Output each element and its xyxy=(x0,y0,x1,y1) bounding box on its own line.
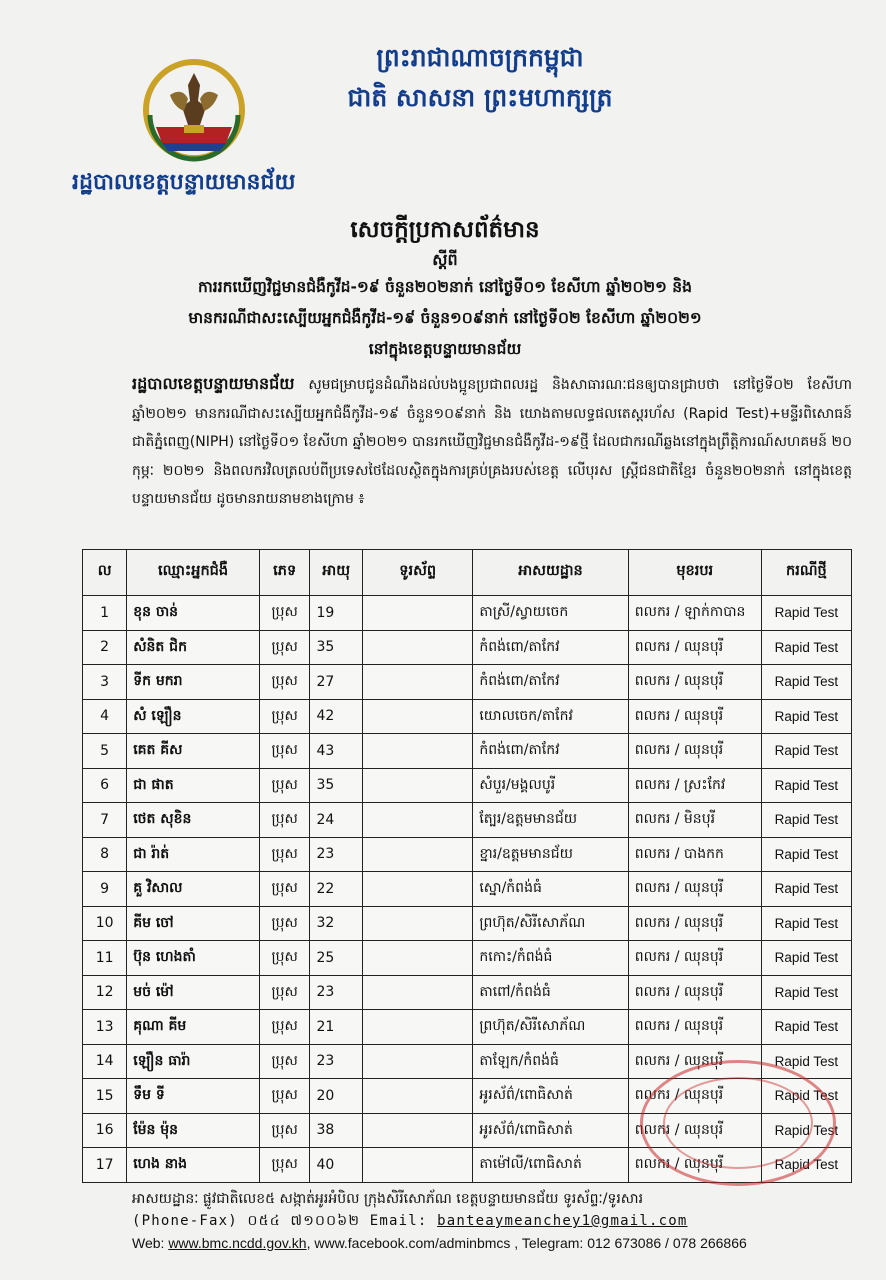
table-row xyxy=(83,941,852,976)
cell-sex: ប្រុស xyxy=(259,803,310,838)
cell-address: អូរស័ព៌/ពោធិសាត់ xyxy=(473,1079,628,1114)
cell-phone xyxy=(363,1079,473,1114)
cell-occupation: ពលករ / ឈុនបុរី xyxy=(628,630,761,665)
cell-address: កកោះ/កំពង់ធំ xyxy=(473,941,628,976)
cell-occupation: ពលករ / ឡាក់កាបាន xyxy=(628,596,761,631)
cell-address: តាស្រី/ស្វាយចេក xyxy=(473,596,628,631)
cell-address: កំពង់ពោ/តាកែវ xyxy=(473,734,628,769)
table-row xyxy=(83,734,852,769)
cell-address: កំពង់ពោ/តាកែវ xyxy=(473,630,628,665)
cell-no: 9 xyxy=(83,872,127,907)
footer-web-label: Web: xyxy=(132,1235,169,1251)
cell-name: ទីក មករា xyxy=(127,665,260,700)
cell-address: ខ្នារ/ឧត្តមមានជ័យ xyxy=(473,837,628,872)
cell-age: 19 xyxy=(310,596,363,631)
cell-phone xyxy=(363,1148,473,1183)
table-row xyxy=(83,1010,852,1045)
cell-occupation: ពលករ / ឈុនបុរី xyxy=(628,1044,761,1079)
cell-new-case: Rapid Test xyxy=(761,941,851,976)
footer-contact xyxy=(132,1210,832,1232)
cell-address: ត្បែរ/ឧត្តមមានជ័យ xyxy=(473,803,628,838)
announcement-paragraph xyxy=(132,370,852,514)
cell-occupation: ពលករ / ឈុនបុរី xyxy=(628,906,761,941)
cell-no: 13 xyxy=(83,1010,127,1045)
cell-occupation: ពលករ / ឈុនបុរី xyxy=(628,1079,761,1114)
cell-phone xyxy=(363,803,473,838)
cell-new-case: Rapid Test xyxy=(761,906,851,941)
footer-address: អាសយដ្ឋានៈ ផ្លូវជាតិលេខ៥ សង្កាត់អូរអំបិល ក្រុងសិរីសោភ័ណ ខេត្តបន្ទាយមានជ័យ ទូរស័ព្ទៈ/ទូរសារ xyxy=(132,1191,644,1207)
cell-new-case: Rapid Test xyxy=(761,734,851,769)
table-row xyxy=(83,906,852,941)
cell-new-case: Rapid Test xyxy=(761,1148,851,1183)
cell-no: 11 xyxy=(83,941,127,976)
headline-line-2: មានករណីជាសះស្បើយអ្នកជំងឺកូវីដ-១៩ ចំនួន១០៩នាក់ នៅថ្ងៃទី០២ ខែសីហា ឆ្នាំ២០២១ xyxy=(188,309,702,327)
cell-no: 1 xyxy=(83,596,127,631)
cell-name: ថេត សុខិន xyxy=(127,803,260,838)
cell-phone xyxy=(363,665,473,700)
cell-name: ខុន ចាន់ xyxy=(127,596,260,631)
cell-name: សំនិត ជិក xyxy=(127,630,260,665)
cell-sex: ប្រុស xyxy=(259,630,310,665)
cell-address: កំពង់ពោ/តាកែវ xyxy=(473,665,628,700)
cell-name: គីម ចៅ xyxy=(127,906,260,941)
cell-address: ព្រហ៊ុត/សិរីសោភ័ណ xyxy=(473,906,628,941)
cell-phone xyxy=(363,941,473,976)
header-occupation: មុខរបរ xyxy=(628,550,761,596)
cell-name: គេត គីស xyxy=(127,734,260,769)
cell-occupation: ពលករ / ឈុនបុរី xyxy=(628,872,761,907)
cell-age: 40 xyxy=(310,1148,363,1183)
footer-social: , www.facebook.com/adminbmcs , Telegram: 012 673086 / 078 266866 xyxy=(306,1235,747,1251)
cell-sex: ប្រុស xyxy=(259,1010,310,1045)
cell-sex: ប្រុស xyxy=(259,768,310,803)
cell-occupation: ពលករ / ស្រះកែវ xyxy=(628,768,761,803)
cell-no: 7 xyxy=(83,803,127,838)
cell-name: ហេង នាង xyxy=(127,1148,260,1183)
table-row xyxy=(83,630,852,665)
cell-address: តាពៅ/កំពង់ធំ xyxy=(473,975,628,1010)
cell-name: មច់ ម៉ៅ xyxy=(127,975,260,1010)
cell-phone xyxy=(363,630,473,665)
cell-no: 14 xyxy=(83,1044,127,1079)
cell-age: 25 xyxy=(310,941,363,976)
cell-phone xyxy=(363,768,473,803)
cell-no: 16 xyxy=(83,1113,127,1148)
cell-address: តាឡែក/កំពង់ធំ xyxy=(473,1044,628,1079)
cell-no: 4 xyxy=(83,699,127,734)
table-row xyxy=(83,837,852,872)
cell-new-case: Rapid Test xyxy=(761,768,851,803)
cell-sex: ប្រុស xyxy=(259,1113,310,1148)
table-row xyxy=(83,665,852,700)
cell-new-case: Rapid Test xyxy=(761,803,851,838)
headline-line-3: នៅក្នុងខេត្តបន្ទាយមានជ័យ xyxy=(368,340,522,358)
cell-age: 35 xyxy=(310,768,363,803)
provincial-emblem-icon xyxy=(140,55,248,165)
cell-age: 22 xyxy=(310,872,363,907)
cell-no: 17 xyxy=(83,1148,127,1183)
cell-occupation: ពលករ / ឈុនបុរី xyxy=(628,665,761,700)
header-address: អាសយដ្ឋាន xyxy=(473,550,628,596)
cell-name: ប៊ុន ហេងតាំ xyxy=(127,941,260,976)
header-no: ល xyxy=(83,550,127,596)
cell-name: គួ វិសាល xyxy=(127,872,260,907)
cell-name: ម៉ែន ម៉ុន xyxy=(127,1113,260,1148)
cell-no: 8 xyxy=(83,837,127,872)
cell-no: 12 xyxy=(83,975,127,1010)
cell-phone xyxy=(363,872,473,907)
cell-sex: ប្រុស xyxy=(259,975,310,1010)
cell-sex: ប្រុស xyxy=(259,872,310,907)
cell-no: 5 xyxy=(83,734,127,769)
table-row xyxy=(83,872,852,907)
table-row xyxy=(83,975,852,1010)
cell-new-case: Rapid Test xyxy=(761,1010,851,1045)
cell-address: តាម៉ៅលី/ពោធិសាត់ xyxy=(473,1148,628,1183)
cell-age: 35 xyxy=(310,630,363,665)
cell-name: ជា រ៉ាត់ xyxy=(127,837,260,872)
paragraph-lead: រដ្ឋបាលខេត្តបន្ទាយមានជ័យ xyxy=(132,374,295,393)
cell-phone xyxy=(363,699,473,734)
cell-phone xyxy=(363,906,473,941)
cell-sex: ប្រុស xyxy=(259,837,310,872)
cell-phone xyxy=(363,1010,473,1045)
footer-website-link[interactable]: www.bmc.ncdd.gov.kh xyxy=(168,1235,307,1251)
cell-age: 43 xyxy=(310,734,363,769)
cell-phone xyxy=(363,837,473,872)
cell-occupation: ពលករ / ឈុនបុរី xyxy=(628,1113,761,1148)
cell-sex: ប្រុស xyxy=(259,699,310,734)
cell-new-case: Rapid Test xyxy=(761,596,851,631)
header-sex: ភេទ xyxy=(259,550,310,596)
kingdom-title: ព្រះរាជាណាចក្រកម្ពុជា xyxy=(376,43,584,72)
cell-sex: ប្រុស xyxy=(259,596,310,631)
cell-address: ស្នោ/កំពង់ធំ xyxy=(473,872,628,907)
table-row xyxy=(83,699,852,734)
cell-age: 23 xyxy=(310,837,363,872)
cell-age: 20 xyxy=(310,1079,363,1114)
cell-sex: ប្រុស xyxy=(259,1148,310,1183)
cell-new-case: Rapid Test xyxy=(761,699,851,734)
cell-occupation: ពលករ / ឈុនបុរី xyxy=(628,699,761,734)
table-row xyxy=(83,596,852,631)
table-row xyxy=(83,803,852,838)
cell-age: 38 xyxy=(310,1113,363,1148)
cell-phone xyxy=(363,734,473,769)
cell-sex: ប្រុស xyxy=(259,1079,310,1114)
cell-sex: ប្រុស xyxy=(259,1044,310,1079)
cell-occupation: ពលករ / ឈុនបុរី xyxy=(628,1148,761,1183)
cell-phone xyxy=(363,596,473,631)
cell-new-case: Rapid Test xyxy=(761,1044,851,1079)
kingdom-header xyxy=(320,38,640,118)
cell-new-case: Rapid Test xyxy=(761,665,851,700)
cell-sex: ប្រុស xyxy=(259,734,310,769)
cell-sex: ប្រុស xyxy=(259,665,310,700)
cell-no: 3 xyxy=(83,665,127,700)
cell-phone xyxy=(363,975,473,1010)
footer-web xyxy=(132,1232,832,1254)
cell-no: 10 xyxy=(83,906,127,941)
cell-occupation: ពលករ / ឈុនបុរី xyxy=(628,1010,761,1045)
cell-age: 32 xyxy=(310,906,363,941)
cell-age: 42 xyxy=(310,699,363,734)
cell-address: យោលចេក/តាកែវ xyxy=(473,699,628,734)
header-age: អាយុ xyxy=(310,550,363,596)
official-stamp-icon xyxy=(640,1060,836,1186)
cell-new-case: Rapid Test xyxy=(761,837,851,872)
footer-phone-fax: (Phone-Fax) ០៥៤ ៧១០០៦២ Email: xyxy=(132,1213,438,1229)
cell-occupation: ពលករ / ឈុនបុរី xyxy=(628,975,761,1010)
cell-new-case: Rapid Test xyxy=(761,872,851,907)
cell-no: 6 xyxy=(83,768,127,803)
cell-occupation: ពលករ / បាងកក xyxy=(628,837,761,872)
cell-no: 15 xyxy=(83,1079,127,1114)
cell-occupation: ពលករ / ឈុនបុរី xyxy=(628,941,761,976)
headline-line-1: ការរកឃើញវិជ្ជមានជំងឺកូវីដ-១៩ ចំនួន២០២នាក់ នៅថ្ងៃទី០១ ខែសីហា ឆ្នាំ២០២១ និង xyxy=(198,278,692,296)
cell-sex: ប្រុស xyxy=(259,906,310,941)
cell-name: សំ ឡឿន xyxy=(127,699,260,734)
national-motto: ជាតិ សាសនា ព្រះមហាក្សត្រ xyxy=(347,83,613,112)
provincial-admin-name: រដ្ឋបាលខេត្តបន្ទាយមានជ័យ xyxy=(72,170,296,195)
cell-age: 21 xyxy=(310,1010,363,1045)
cell-name: គុណា គីម xyxy=(127,1010,260,1045)
cell-no: 2 xyxy=(83,630,127,665)
cell-address: ព្រហ៊ុត/សិរីសោភ័ណ xyxy=(473,1010,628,1045)
cell-occupation: ពលករ / មិនបុរី xyxy=(628,803,761,838)
header-phone: ទូរស័ព្ទ xyxy=(363,550,473,596)
document-title: សេចក្តីប្រកាសព័ត៌មាន xyxy=(350,217,540,243)
cell-new-case: Rapid Test xyxy=(761,975,851,1010)
cell-age: 27 xyxy=(310,665,363,700)
cell-sex: ប្រុស xyxy=(259,941,310,976)
footer-email-link[interactable]: banteaymeanchey1@gmail.com xyxy=(437,1213,688,1229)
paragraph-body: សូមជម្រាបជូនដំណឹងដល់បងប្អូនប្រជាពលរដ្ឋ និងសាធារណៈជនឲ្យបានជ្រាបថា នៅថ្ងៃទី០២ ខែសីហា ឆ្នាំ២០២១ មានករណីជាសះស្បើយអ្នកជំងឺកូវីដ-១៩ ចំនួន១០៩នាក់ និង យោងតាមលទ្ធផលតេស្តរហ័ស (Rapid Test)+មន្ទីរពិសោធន៍ជាតិភ្នំពេញ(NIPH) នៅថ្ងៃទី០១ ខែសីហា ឆ្នាំ២០២១ បានរកឃើញវិជ្ជមានជំងឺកូវីដ-១៩ថ្មី ដែលជាករណីឆ្លងនៅក្នុងព្រឹត្តិការណ៍សហគមន៍ ២០ កុម្ភៈ ២០២១ និងពលករវិលត្រលប់ពីប្រទេសថៃដែលស្ថិតក្នុងការគ្រប់គ្រងរបស់ខេត្ត លើបុរស ស្ត្រីជនជាតិខ្មែរ ចំនួន២០២នាក់ នៅក្នុងខេត្តបន្ទាយមានជ័យ ដូចមានរាយនាមខាងក្រោម ៖ xyxy=(132,377,852,507)
table-row xyxy=(83,768,852,803)
table-header-row xyxy=(83,550,852,596)
cell-new-case: Rapid Test xyxy=(761,630,851,665)
cell-age: 23 xyxy=(310,1044,363,1079)
stamp-inner-ring xyxy=(663,1077,813,1169)
cell-occupation: ពលករ / ឈុនបុរី xyxy=(628,734,761,769)
cell-age: 23 xyxy=(310,975,363,1010)
cell-name: ឡឿន ធារ៉ា xyxy=(127,1044,260,1079)
document-subtitle: ស្តីពី xyxy=(432,250,458,269)
title-block xyxy=(120,212,770,365)
cell-new-case: Rapid Test xyxy=(761,1079,851,1114)
cell-age: 24 xyxy=(310,803,363,838)
cell-phone xyxy=(363,1044,473,1079)
cell-name: ទឹម ទី xyxy=(127,1079,260,1114)
cell-address: សំបួរ/មង្គលបូរី xyxy=(473,768,628,803)
cell-name: ជា ផាត xyxy=(127,768,260,803)
header-new-case: ករណីថ្មី xyxy=(761,550,851,596)
cell-phone xyxy=(363,1113,473,1148)
footer xyxy=(132,1188,832,1254)
header-name: ឈ្មោះអ្នកជំងឺ xyxy=(127,550,260,596)
cell-address: អូរស័ព៌/ពោធិសាត់ xyxy=(473,1113,628,1148)
cell-new-case: Rapid Test xyxy=(761,1113,851,1148)
